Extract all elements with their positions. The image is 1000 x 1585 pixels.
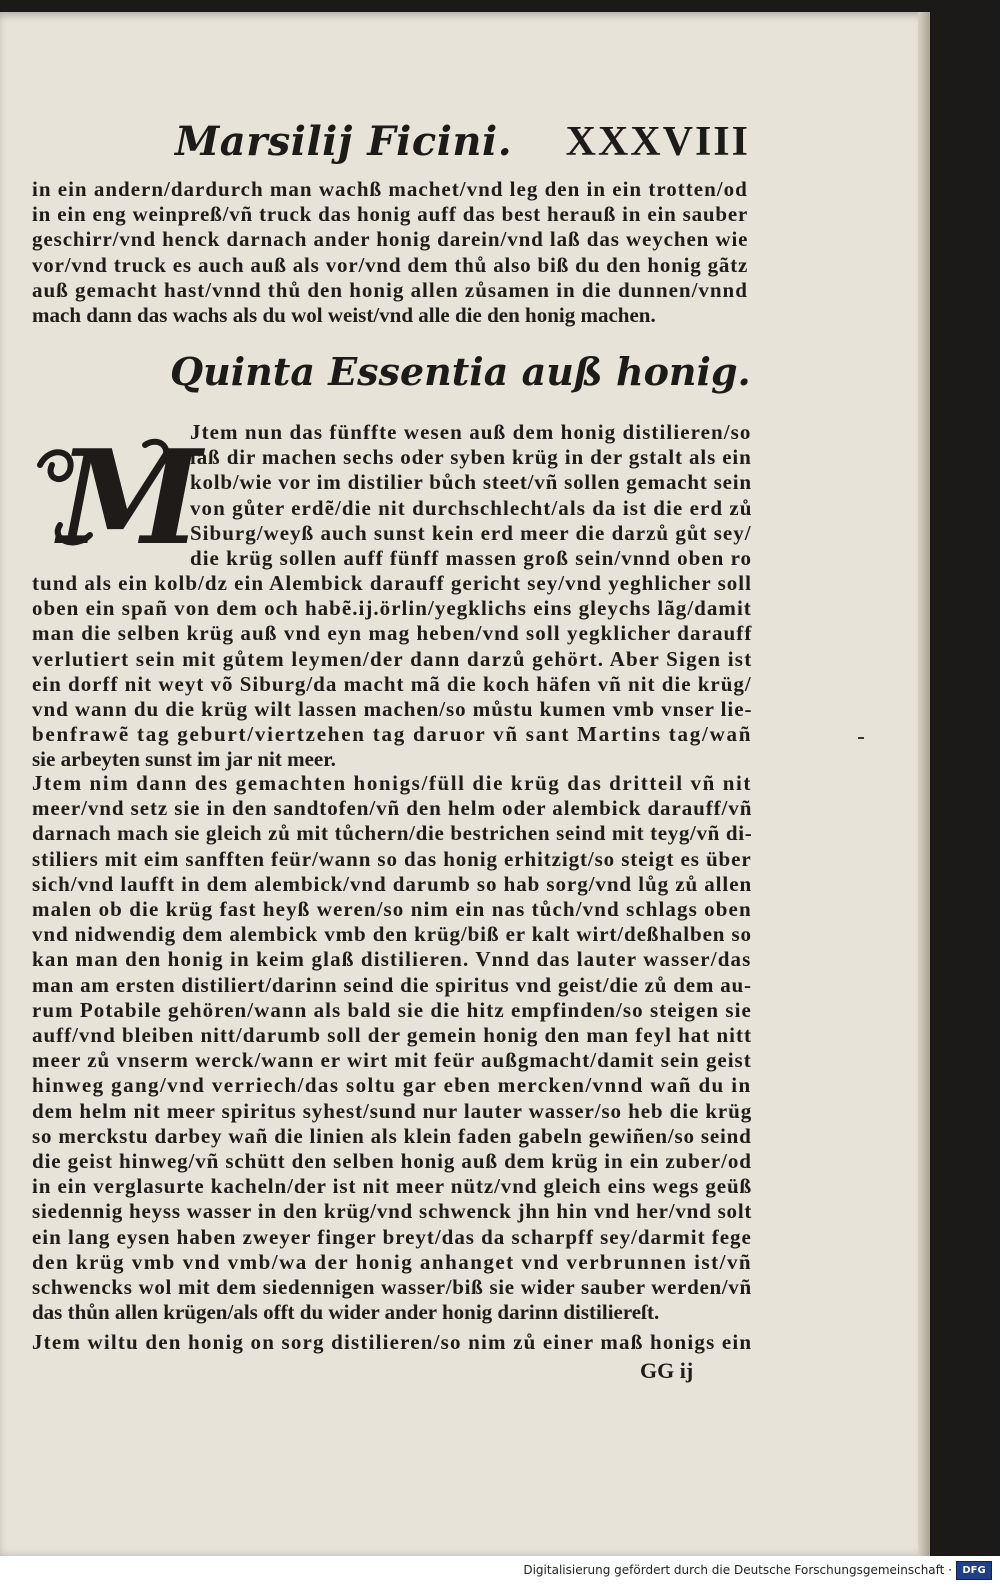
text-line: laß dir machen sechs oder syben krüg in der gstalt als ein <box>190 445 752 470</box>
text-line: meer/vnd setz sie in den sandtofen/vñ den helm oder alembick darauff/vñ <box>32 796 753 821</box>
signature-mark: GG ij <box>640 1358 694 1383</box>
dfg-logo-icon: DFG <box>956 1561 992 1580</box>
text-line: stiliers mit eim sanfften feür/wann so das honig erhitzigt/so steigt es über <box>32 846 752 871</box>
text-line: ein lang eysen haben zweyer finger breyt/das da scharpff sey/darmit fege <box>32 1224 752 1249</box>
digitization-footer <box>0 1556 1000 1585</box>
text-line: mach dann das wachs als du wol weist/vnd alle die den honig machen. <box>32 303 656 328</box>
text-line: dem helm nit meer spiritus syhest/sund nur lauter wasser/so heb die krüg <box>32 1098 753 1123</box>
text-line: siedennig heyss wasser in den krüg/vnd schwenck jhn hin vnd her/vnd solt <box>32 1199 753 1224</box>
text-line: Jtem nun das fünffte wesen auß dem honig distilieren/so <box>190 420 752 444</box>
paragraph-1 <box>32 177 748 328</box>
text-line: vor/vnd truck es auch auß als vor/vnd dem thů also biß du den honig gãtz <box>32 252 749 277</box>
section-heading: Quinta Essentia auß honig. <box>170 349 751 394</box>
text-line: in ein andern/dardurch man wachß machet/vnd leg den in ein trotten/od <box>32 177 748 201</box>
drop-initial-letter: M <box>58 421 202 574</box>
paragraph-3 <box>32 771 752 1325</box>
text-line: kan man den honig in keim glaß distilieren. Vnnd das lauter wasser/das <box>32 947 752 972</box>
text-line: auß gemacht hast/vnnd thů den honig allen zůsamen in die dunnen/vnnd <box>32 277 748 302</box>
text-line: man die selben krüg auß vnd eyn mag heben/vnd soll yegklicher darauff <box>32 621 753 646</box>
paragraph-4 <box>32 1330 752 1355</box>
text-line: sie arbeyten sunst im jar nit meer. <box>32 747 336 772</box>
funding-credit: Digitalisierung gefördert durch die Deutsche Forschungsgemeinschaft · <box>523 1563 952 1577</box>
page-edge <box>918 12 930 1556</box>
text-line: Jtem wiltu den honig on sorg distilieren/so nim zů einer maß honigs ein <box>32 1330 753 1354</box>
text-line: in ein eng weinpreß/vñ truck das honig auff das best herauß in ein sauber <box>32 202 749 227</box>
text-line: auff/vnd bleiben nitt/darumb soll der gemein honig den man feyl hat nitt <box>32 1023 752 1048</box>
text-line: schwencks wol mit dem siedennigen wasser/biß sie wider sauber werden/vñ <box>32 1275 752 1300</box>
text-line: die krüg sollen auff fünff massen groß sein/vnnd oben ro <box>190 546 753 571</box>
text-line: das thůn allen krügen/als offt du wider ander honig darinn distiliereſt. <box>32 1300 660 1325</box>
text-line: man am ersten distiliert/darinn seind die spiritus vnd geist/die zů dem au- <box>32 972 752 997</box>
text-line: oben ein spañ von dem och habẽ.ij.örlin/yegklichs eins gleychs lãg/damit <box>32 596 752 621</box>
folio-number: XXXVIII <box>565 119 750 165</box>
text-line: Jtem nim dann des gemachten honigs/füll die krüg das dritteil vñ nit <box>32 771 752 795</box>
text-line: in ein verglasurte kacheln/der ist nit meer nütz/vnd gleich eins wegs geüß <box>32 1174 753 1199</box>
paragraph-2-continued <box>32 571 752 773</box>
margin-mark <box>858 737 864 739</box>
text-line: vnd nidwendig dem alembick vmb den krüg/biß er kalt wirt/deßhalben so <box>32 922 752 947</box>
text-line: den krüg vmb vnd vmb/wa der honig anhanget vnd verbrunnen ist/vñ <box>32 1249 753 1274</box>
running-title: Marsilij Ficini. <box>175 118 513 165</box>
text-line: so merckstu darbey wañ die linien als klein faden gabeln gewiñen/so seind <box>32 1123 752 1148</box>
text-line: tund als ein kolb/dz ein Alembick darauff gericht sey/vnd yeghlicher soll <box>32 571 752 595</box>
text-line: rum Potabile gehören/wann als bald sie die hitz empfinden/so steigen sie <box>32 997 752 1022</box>
text-line: verlutiert sein mit gůtem leymen/der dann darzů gehört. Aber Sigen ist <box>32 646 753 671</box>
decorated-initial <box>30 421 202 574</box>
paragraph-2-indented <box>190 420 752 571</box>
text-line: benfrawẽ tag geburt/viertzehen tag daruor vñ sant Martins tag/wañ <box>32 722 753 747</box>
text-line: von gůter erdẽ/die nit durchschlecht/als da ist die erd zů <box>190 495 753 520</box>
page-header <box>175 118 750 172</box>
text-line: ein dorff nit weyt võ Siburg/da macht mã die koch häfen vñ nit die krüg/ <box>32 671 752 696</box>
text-line: die geist hinweg/vñ schütt den selben honig auß dem krüg in ein zuber/od <box>32 1149 752 1174</box>
text-line: meer zů vnserm werck/wann er wirt mit feür außgmacht/damit sein geist <box>32 1048 752 1073</box>
text-line: Siburg/weyß auch sunst kein erd meer die darzů gůt sey/ <box>190 520 752 545</box>
text-line: kolb/wie vor im distilier bůch steet/vñ sollen gemacht sein <box>190 470 752 495</box>
text-line: sich/vnd laufft in dem alembick/vnd darumb so hab sorg/vnd lůg zů allen <box>32 871 753 896</box>
text-line: hinweg gang/vnd verriech/das soltu gar eben mercken/vnnd wañ du in <box>32 1073 752 1098</box>
text-line: malen ob die krüg fast heyß weren/so nim ein nas tůch/vnd schlags oben <box>32 897 752 922</box>
text-line: darnach mach sie gleich zů mit tůchern/die bestrichen seind mit teyg/vñ di- <box>32 821 753 846</box>
text-line: vnd wann du die krüg wilt lassen machen/so můstu kumen vmb vnser lie- <box>32 697 753 722</box>
text-line: geschirr/vnd henck darnach ander honig darein/vnd laß das weychen wie <box>32 227 749 252</box>
